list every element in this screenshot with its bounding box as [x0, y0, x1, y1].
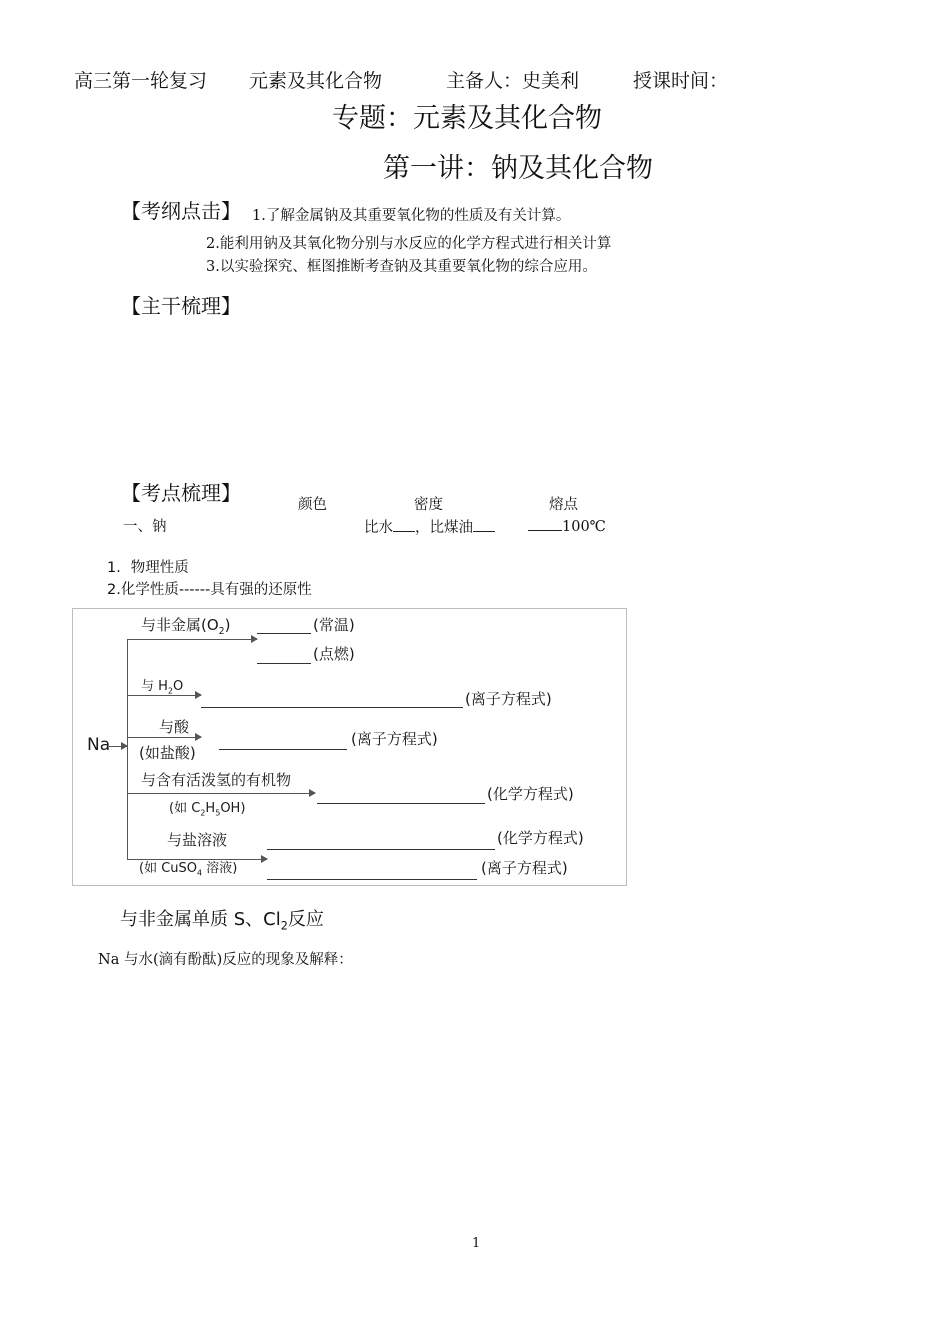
- organic-equation-blank: [317, 803, 485, 804]
- density-kerosene-blank: [473, 517, 495, 532]
- nonmetal-section-heading: 与非金属单质 S、$Cl_2$反应: [120, 909, 324, 933]
- acid-arrow: [127, 737, 201, 738]
- water-phenomenon-prompt: Na 与水(滴有酚酞)反应的现象及解释：: [98, 952, 353, 968]
- ignite-label: (点燃): [313, 645, 355, 663]
- density-comma: ，: [415, 520, 430, 536]
- header-preparer: 主备人：史美利: [446, 70, 580, 92]
- col-density: 密度: [414, 497, 443, 513]
- melting-row: [528, 516, 606, 535]
- na-stem-line: [109, 746, 127, 747]
- density-kerosene-label: 比煤油: [429, 520, 473, 536]
- sodium-label: Na: [87, 735, 111, 755]
- salt-label: 与盐溶液: [167, 831, 228, 849]
- section-sodium: 一、钠: [123, 519, 167, 535]
- col-melting: 熔点: [549, 497, 578, 513]
- normal-temp-blank: [257, 633, 311, 634]
- melting-blank: [528, 516, 562, 531]
- branch-vertical-line: [127, 639, 128, 860]
- normal-temp-label: (常温): [313, 616, 355, 634]
- salt-chemical-blank: [267, 849, 495, 850]
- organic-arrow: [127, 793, 315, 794]
- main-review-heading: 【主干梳理】: [121, 294, 241, 318]
- outline-item-3: 3.以实验探究、框图推断考查钠及其重要氧化物的综合应用。: [206, 259, 597, 275]
- outline-heading: 【考纲点击】: [121, 199, 241, 223]
- chemical-heading: 2.化学性质------具有强的还原性: [107, 582, 312, 598]
- salt-ionic-blank: [267, 879, 477, 880]
- organic-label: 与含有活泼氢的有机物: [141, 771, 292, 789]
- salt-example: (如 CuSO$_4$ 溶液): [139, 861, 238, 878]
- page-title: 专题：元素及其化合物: [332, 103, 602, 134]
- chemical-equation-label-1: (化学方程式): [487, 785, 574, 803]
- acid-example: (如盐酸): [139, 744, 196, 762]
- nonmetal-arrow: [127, 639, 257, 640]
- melting-value: 100℃: [562, 519, 606, 535]
- density-row: [364, 516, 495, 537]
- page-number: 1: [472, 1236, 481, 1251]
- density-water-blank: [393, 517, 415, 532]
- acid-equation-blank: [219, 749, 347, 750]
- col-color: 颜色: [298, 497, 327, 513]
- density-water-label: 比水: [364, 520, 393, 536]
- ionic-equation-label-1: (离子方程式): [465, 690, 552, 708]
- nonmetal-label: 与非金属$(O_2)$: [141, 616, 231, 637]
- organic-example: (如 $C_2H_5OH$): [169, 801, 246, 818]
- ionic-equation-label-3: (离子方程式): [481, 859, 568, 877]
- water-label: 与 $H_2O$: [141, 679, 184, 696]
- ignite-blank: [257, 663, 311, 664]
- acid-label: 与酸: [159, 718, 190, 736]
- header-course: 高三第一轮复习: [74, 70, 208, 92]
- header-time-label: 授课时间：: [633, 70, 729, 92]
- header-topic: 元素及其化合物: [249, 70, 383, 92]
- water-arrow: [127, 695, 201, 696]
- water-equation-blank: [201, 707, 463, 708]
- physical-heading: 1．物理性质: [107, 560, 189, 576]
- points-heading: 【考点梳理】: [121, 481, 241, 505]
- chemical-equation-label-2: (化学方程式): [497, 829, 584, 847]
- outline-item-1: 1.了解金属钠及其重要氧化物的性质及有关计算。: [252, 208, 571, 224]
- ionic-equation-label-2: (离子方程式): [351, 730, 438, 748]
- reaction-diagram: [72, 608, 627, 886]
- page-subtitle: 第一讲：钠及其化合物: [383, 153, 653, 184]
- outline-item-2: 2.能利用钠及其氧化物分别与水反应的化学方程式进行相关计算: [206, 236, 612, 252]
